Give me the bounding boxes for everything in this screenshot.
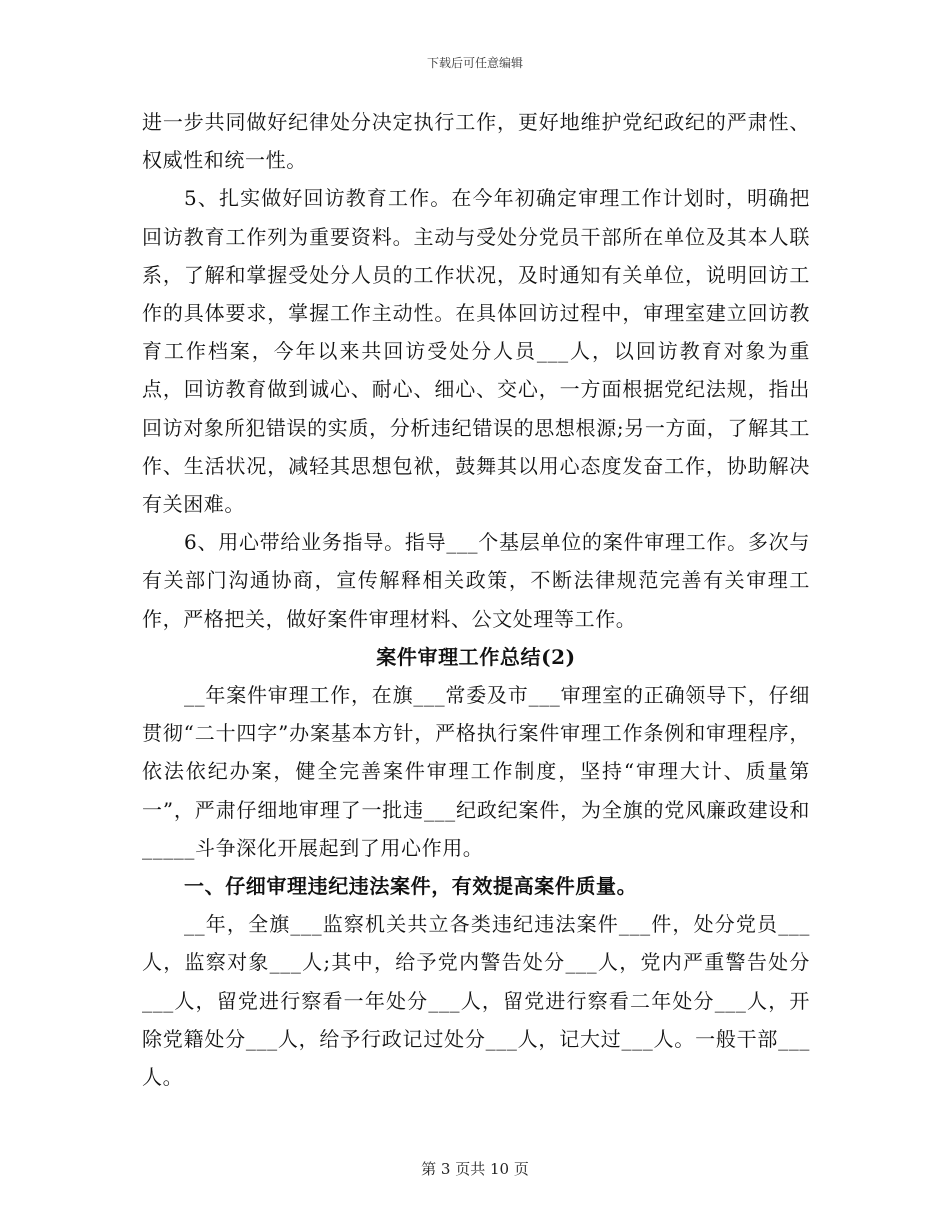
paragraph-item-6: 6、用心带给业务指导。指导___个基层单位的案件审理工作。多次与有关部门沟通协商，宣传解释相关政策，不断法律规范完善有关审理工作，严格把关，做好案件审理材料、公文处理等工作。: [142, 530, 810, 631]
section-title: 案件审理工作总结(2): [376, 644, 576, 669]
page-number-footer: 第 3 页共 10 页: [421, 1160, 529, 1178]
paragraph-intro: __年案件审理工作，在旗___常委及市___审理室的正确领导下，仔细贯彻“二十四字”办案基本方针，严格执行案件审理工作条例和审理程序，依法依纪办案，健全完善案件审理工作制度，坚持“审理大计、质量第一”，严肃仔细地审理了一批违___纪政纪案件，为全旗的党风廉政建设和_____斗争深化开展起到了用心作用。: [142, 683, 810, 860]
page-header-note: 下载后可任意编辑: [426, 56, 523, 70]
section-heading-1: 一、仔细审理违纪违法案件，有效提高案件质量。: [184, 874, 638, 899]
document-body: [142, 103, 810, 1096]
paragraph-continuation: 进一步共同做好纪律处分决定执行工作，更好地维护党纪政纪的严肃性、权威性和统一性。: [142, 110, 810, 173]
paragraph-item-5: 5、扎实做好回访教育工作。在今年初确定审理工作计划时，明确把回访教育工作列为重要资料。主动与受处分党员干部所在单位及其本人联系，了解和掌握受处分人员的工作状况，及时通知有关单位，说明回访工作的具体要求，掌握工作主动性。在具体回访过程中，审理室建立回访教育工作档案，今年以来共回访受处分人员___人，以回访教育对象为重点，回访教育做到诚心、耐心、细心、交心，一方面根据党纪法规，指出回访对象所犯错误的实质，分析违纪错误的思想根源;另一方面，了解其工作、生活状况，减轻其思想包袱，鼓舞其以用心态度发奋工作，协助解决有关困难。: [142, 186, 810, 517]
paragraph-statistics: __年，全旗___监察机关共立各类违纪违法案件___件，处分党员___人，监察对象___人;其中，给予党内警告处分___人，党内严重警告处分___人，留党进行察看一年处分___人，留党进行察看二年处分___人，开除党籍处分___人，给予行政记过处分___人，记大过___人。一般干部___人。: [142, 912, 810, 1090]
